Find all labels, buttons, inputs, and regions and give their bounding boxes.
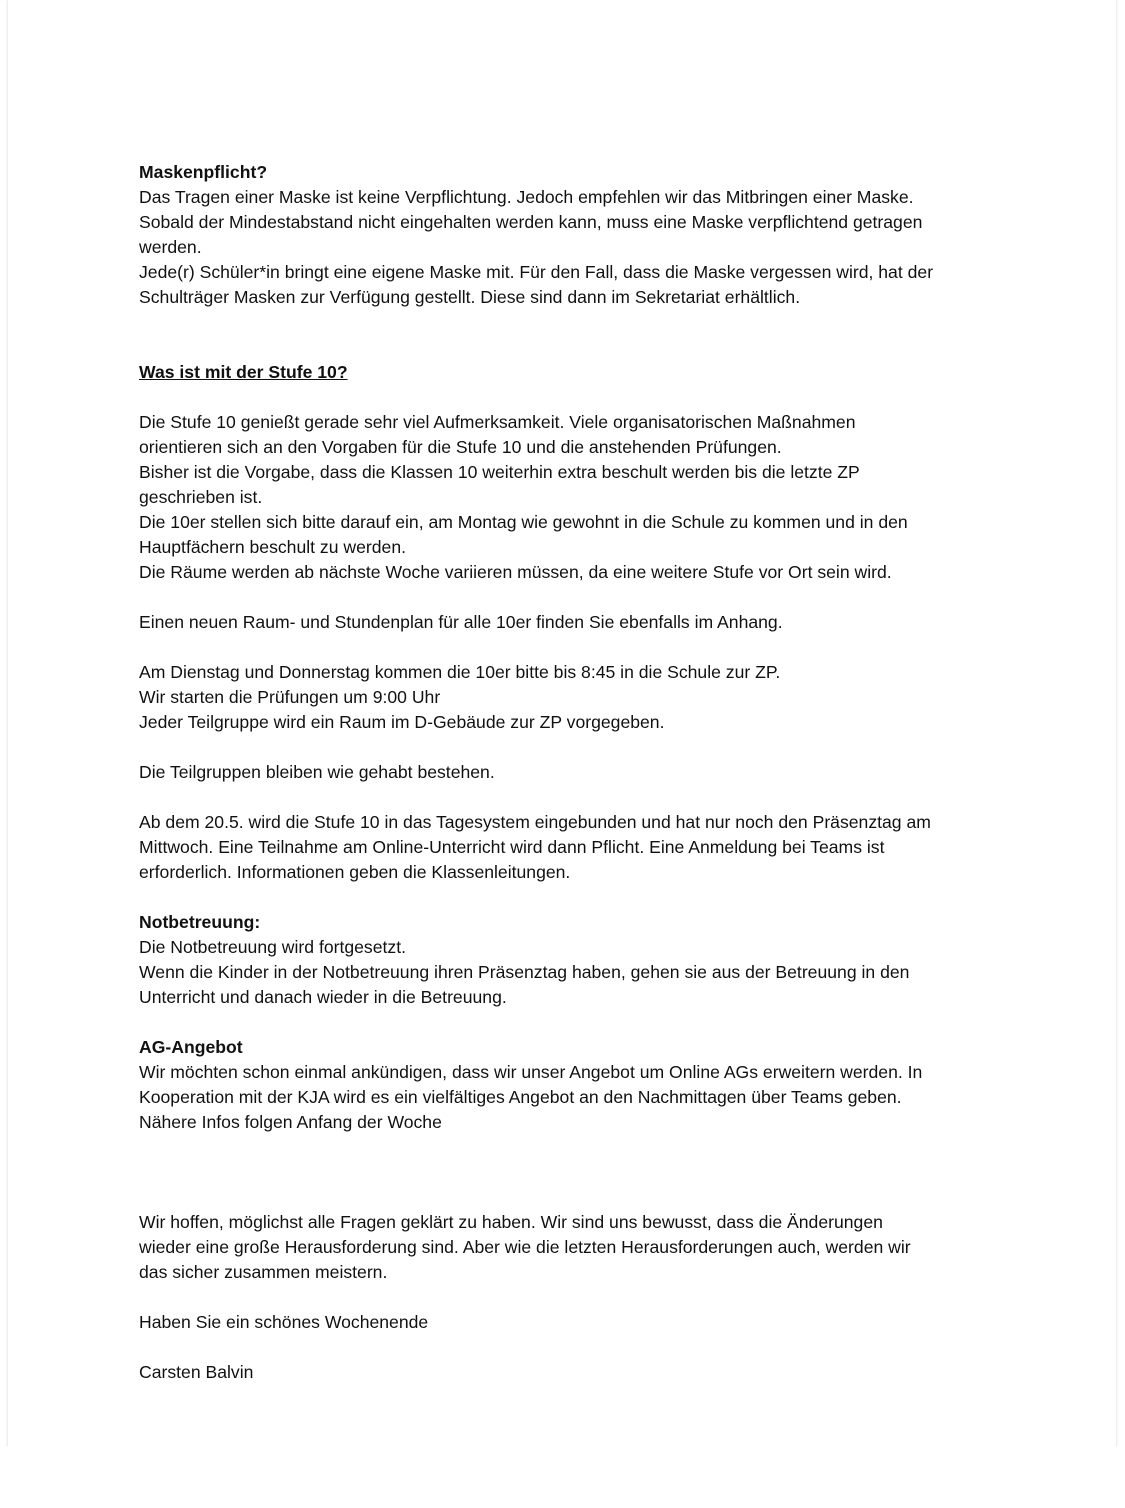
spacer [139, 1135, 989, 1160]
section-heading-masks: Maskenpflicht? [139, 162, 268, 182]
section-heading-ag: AG-Angebot [139, 1037, 243, 1057]
spacer [139, 1010, 989, 1035]
spacer [139, 885, 989, 910]
paragraph-line: Am Dienstag und Donnerstag kommen die 10er bitte bis 8:45 in die Schule zur ZP. [139, 662, 781, 682]
spacer [139, 1335, 989, 1360]
document-body [139, 160, 989, 1385]
paragraph-line: Nähere Infos folgen Anfang der Woche [139, 1112, 442, 1132]
paragraph-line: Schulträger Masken zur Verfügung gestellt. Diese sind dann im Sekretariat erhältlich. [139, 287, 801, 307]
document-page [8, 0, 1116, 1447]
signature: Carsten Balvin [139, 1362, 254, 1382]
spacer [139, 385, 989, 410]
paragraph-line: werden. [139, 237, 202, 257]
spacer [139, 735, 989, 760]
spacer [139, 1285, 989, 1310]
closing-greeting: Haben Sie ein schönes Wochenende [139, 1312, 429, 1332]
paragraph-line: Wenn die Kinder in der Notbetreuung ihren Präsenztag haben, gehen sie aus der Betreuung in den [139, 962, 910, 982]
spacer [139, 635, 989, 660]
paragraph-line: Wir möchten schon einmal ankündigen, dass wir unser Angebot um Online AGs erweitern werden. In [139, 1062, 923, 1082]
paragraph-line: Wir starten die Prüfungen um 9:00 Uhr [139, 687, 441, 707]
viewer-bottom-margin [0, 1447, 1125, 1508]
paragraph-line: orientieren sich an den Vorgaben für die Stufe 10 und die anstehenden Prüfungen. [139, 437, 782, 457]
spacer [139, 785, 989, 810]
spacer [139, 335, 989, 360]
spacer [139, 1160, 989, 1185]
paragraph-line: das sicher zusammen meistern. [139, 1262, 388, 1282]
paragraph-line: Kooperation mit der KJA wird es ein vielfältiges Angebot an den Nachmittagen über Teams geben. [139, 1087, 902, 1107]
paragraph-line: erforderlich. Informationen geben die Klassenleitungen. [139, 862, 571, 882]
paragraph-line: Die Stufe 10 genießt gerade sehr viel Aufmerksamkeit. Viele organisatorischen Maßnahmen [139, 412, 856, 432]
paragraph-line: wieder eine große Herausforderung sind. Aber wie die letzten Herausforderungen auch, werden wir [139, 1237, 911, 1257]
paragraph-line: Jede(r) Schüler*in bringt eine eigene Maske mit. Für den Fall, dass die Maske vergessen wird, hat der [139, 262, 934, 282]
paragraph-line: Mittwoch. Eine Teilnahme am Online-Unterricht wird dann Pflicht. Eine Anmeldung bei Teams ist [139, 837, 885, 857]
paragraph-line: Die Räume werden ab nächste Woche variieren müssen, da eine weitere Stufe vor Ort sein wird. [139, 562, 892, 582]
spacer [139, 585, 989, 610]
paragraph-line: Bisher ist die Vorgabe, dass die Klassen 10 weiterhin extra beschult werden bis die letzte ZP [139, 462, 860, 482]
paragraph-line: Unterricht und danach wieder in die Betreuung. [139, 987, 507, 1007]
section-heading-notbetreuung: Notbetreuung: [139, 912, 261, 932]
paragraph-line: Die Teilgruppen bleiben wie gehabt bestehen. [139, 762, 495, 782]
paragraph-line: Das Tragen einer Maske ist keine Verpflichtung. Jedoch empfehlen wir das Mitbringen einer Maske. [139, 187, 914, 207]
spacer [139, 310, 989, 335]
paragraph-line: Hauptfächern beschult zu werden. [139, 537, 406, 557]
paragraph-line: Jeder Teilgruppe wird ein Raum im D-Gebäude zur ZP vorgegeben. [139, 712, 665, 732]
paragraph-line: Die Notbetreuung wird fortgesetzt. [139, 937, 406, 957]
paragraph-line: Ab dem 20.5. wird die Stufe 10 in das Tagesystem eingebunden und hat nur noch den Präsenztag am [139, 812, 931, 832]
spacer [139, 1185, 989, 1210]
paragraph-line: Wir hoffen, möglichst alle Fragen geklärt zu haben. Wir sind uns bewusst, dass die Änderungen [139, 1212, 883, 1232]
paragraph-line: Sobald der Mindestabstand nicht eingehalten werden kann, muss eine Maske verpflichtend getragen [139, 212, 923, 232]
section-heading-stufe10: Was ist mit der Stufe 10? [139, 362, 348, 382]
paragraph-line: Die 10er stellen sich bitte darauf ein, am Montag wie gewohnt in die Schule zu kommen und in den [139, 512, 908, 532]
paragraph-line: Einen neuen Raum- und Stundenplan für alle 10er finden Sie ebenfalls im Anhang. [139, 612, 783, 632]
paragraph-line: geschrieben ist. [139, 487, 263, 507]
